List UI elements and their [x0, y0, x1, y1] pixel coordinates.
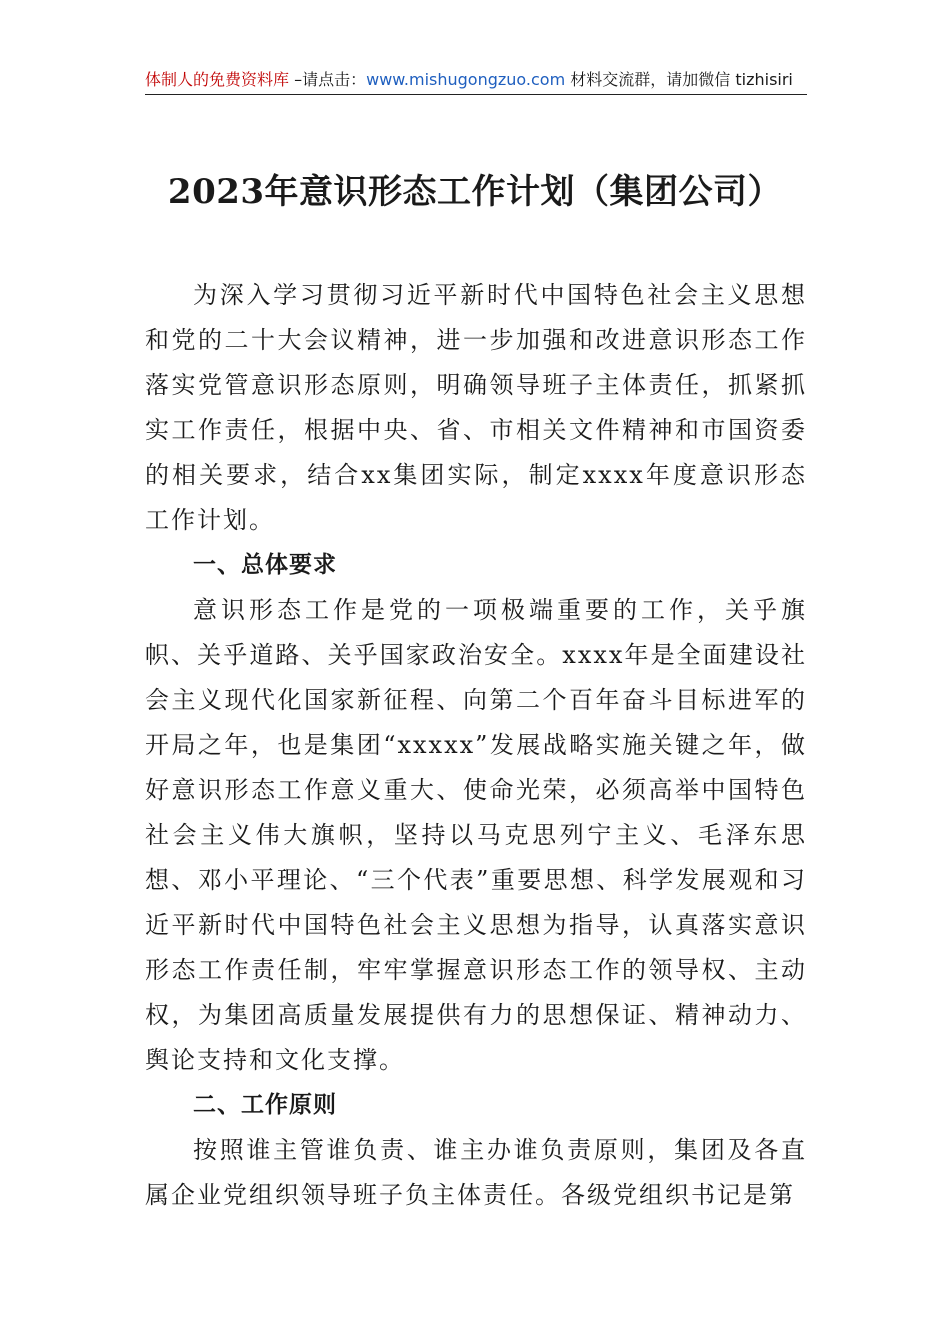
page-header	[145, 68, 807, 95]
section-body-general-requirements: 意识形态工作是党的一项极端重要的工作，关乎旗帜、关乎道路、关乎国家政治安全。xxxx年是全面建设社会主义现代化国家新征程、向第二个百年奋斗目标进军的开局之年，也是集团“xxxxx”发展战略实施关键之年，做好意识形态工作意义重大、使命光荣，必须高举中国特色社会主义伟大旗帜，坚持以马克思列宁主义、毛泽东思想、邓小平理论、“三个代表”重要思想、科学发展观和习近平新时代中国特色社会主义思想为指导，认真落实意识形态工作责任制，牢牢掌握意识形态工作的领导权、主动权，为集团高质量发展提供有力的思想保证、精神动力、舆论支持和文化支撑。	[145, 596, 807, 1074]
header-note: 材料交流群，请加微信 tizhisiri	[565, 70, 793, 89]
document-title: 2023年意识形态工作计划（集团公司）	[167, 172, 783, 212]
header-prompt: –请点击：	[289, 70, 367, 89]
section-body-work-principles: 按照谁主管谁负责、谁主办谁负责原则，集团及各直属企业党组织领导班子负主体责任。各级党组织书记是第	[145, 1136, 807, 1209]
header-brand: 体制人的免费资料库	[145, 70, 290, 89]
section-heading-general-requirements: 一、总体要求	[193, 552, 337, 578]
document-body	[145, 273, 807, 1218]
section-heading-work-principles: 二、工作原则	[193, 1092, 337, 1118]
header-url-link[interactable]: www.mishugongzuo.com	[366, 70, 566, 89]
intro-paragraph: 为深入学习贯彻习近平新时代中国特色社会主义思想和党的二十大会议精神，进一步加强和改进意识形态工作落实党管意识形态原则，明确领导班子主体责任，抓紧抓实工作责任，根据中央、省、市相关文件精神和市国资委的相关要求，结合xx集团实际，制定xxxx年度意识形态工作计划。	[145, 281, 807, 534]
